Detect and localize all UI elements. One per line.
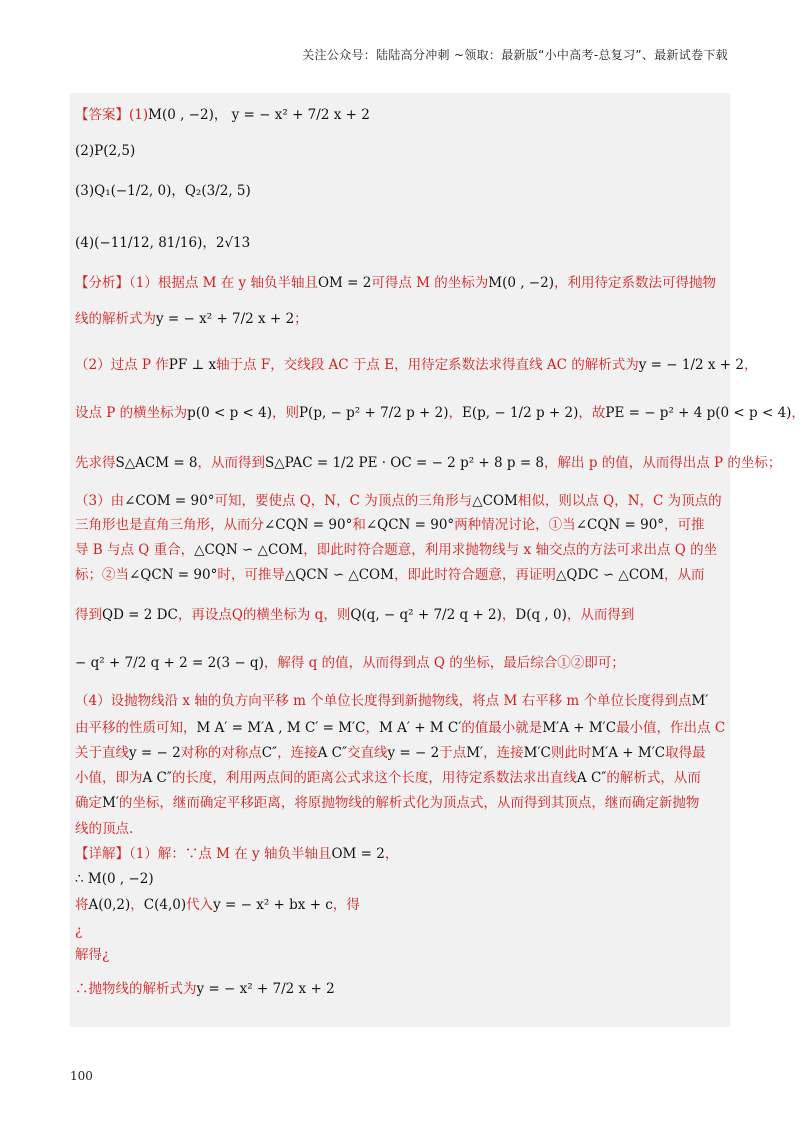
text-segment: − q² + 7/2 q + 2 = 2(3 − q) — [75, 655, 264, 671]
text-segment: (4)(−11/12, 81/16)，2√13 — [75, 235, 251, 251]
text-segment: C(4,0) — [143, 897, 187, 913]
text-segment: P(p, − p² + 7/2 p + 2) — [298, 405, 449, 421]
text-segment: y = − x² + 7/2 x + 2 — [156, 311, 295, 327]
text-line-an4a — [75, 691, 724, 711]
text-segment: 最小值，作出点 C — [616, 720, 726, 736]
text-line-an2b — [75, 403, 805, 423]
text-segment: 小值，即为 — [75, 770, 143, 786]
text-segment: ，得 — [332, 897, 360, 913]
text-line-det5 — [75, 945, 724, 965]
text-segment: ，则 — [271, 405, 299, 421]
text-segment: △COM — [472, 493, 518, 509]
text-segment: ∠QCN = 90° — [129, 567, 218, 583]
text-segment: 由平移的性质可知， — [75, 720, 197, 736]
page-header: 关注公众号：陆陆高分冲刺 ~领取：最新版“小中高考-总复习”、最新试卷下载 — [302, 48, 728, 62]
text-segment: ∴抛物线的解析式为 — [75, 981, 197, 997]
text-line-det2 — [75, 869, 724, 889]
text-line-an2c — [75, 453, 782, 473]
text-segment: 线的顶点. — [75, 821, 134, 837]
text-line-ans2 — [75, 141, 724, 161]
text-segment: △CQN ∽ △COM — [194, 542, 304, 558]
text-segment: M A′ = M′A , M C′ = M′C — [196, 720, 366, 736]
text-segment: ，连接 — [483, 745, 524, 761]
text-segment: ∴ M(0 , −2) — [75, 871, 154, 887]
text-segment: （3）由 — [75, 493, 125, 509]
text-line-an4c — [75, 743, 724, 763]
text-segment: ； — [294, 311, 308, 327]
text-segment: 轴于点 F，交线段 AC 于点 E，用待定系数法求得直线 AC 的解析式为 — [216, 357, 639, 373]
text-segment: ∠CQN = 90° — [264, 517, 353, 533]
text-line-det6 — [75, 979, 724, 999]
text-segment: ，连接 — [277, 745, 318, 761]
text-segment: OM = 2 — [331, 846, 385, 862]
text-segment: 先求得 — [75, 455, 116, 471]
text-segment: M(0 , −2)， y = − x² + 7/2 x + 2 — [148, 107, 370, 123]
text-segment: △QDC ∽ △COM — [555, 567, 665, 583]
text-line-an1a — [75, 273, 724, 293]
text-segment: PF ⊥ x — [168, 357, 217, 373]
text-segment: 则此时 — [550, 745, 592, 761]
text-segment: 两种情况讨论，①当 — [454, 517, 576, 533]
text-segment: y = − 2 — [387, 745, 440, 761]
text-segment: p(0 < p < 4) — [187, 405, 272, 421]
text-segment: ，即此时符合题意，利用求抛物线与 x 轴交点的方法可求出点 Q 的坐 — [303, 542, 718, 558]
text-segment: （4）设抛物线沿 x 轴的负方向平移 m 个单位长度得到新抛物线，将点 M 右平移 m 个单位长度得到点 — [75, 693, 692, 709]
text-segment: ， — [448, 405, 463, 421]
text-segment: 代入 — [186, 897, 214, 913]
text-segment: 于点 — [439, 745, 467, 761]
text-segment: 【分析】（1）根据点 M 在 y 轴负半轴且 — [75, 275, 318, 291]
text-segment: 【答案】(1) — [75, 107, 149, 123]
text-line-answer — [75, 105, 724, 125]
text-line-det4 — [75, 921, 724, 941]
text-segment: ∠COM = 90° — [124, 493, 215, 509]
text-segment: 解得¿ — [75, 947, 110, 963]
text-segment: △QCN ∽ △COM — [284, 567, 394, 583]
text-segment: ，从而得到 — [566, 607, 635, 623]
text-segment: 确定 — [75, 795, 102, 811]
text-segment: ，利用待定系数法可得抛物 — [553, 275, 716, 291]
solution-panel — [70, 93, 805, 1027]
text-segment: M′A + M′C — [542, 720, 617, 736]
text-segment: ，从而 — [664, 567, 705, 583]
text-segment: (3)Q₁(−1/2, 0)，Q₂(3/2, 5) — [75, 183, 251, 199]
text-segment: Q(q, − q² + 7/2 q + 2) — [350, 607, 502, 623]
text-segment: ¿ — [75, 923, 83, 939]
text-segment: E(p, − 1/2 p + 2) — [462, 405, 579, 421]
text-segment: C″ — [261, 745, 278, 761]
text-segment: ∠QCN = 90° — [365, 517, 455, 533]
text-line-ans3 — [75, 181, 724, 201]
text-segment: y = − 1/2 x + 2 — [638, 357, 744, 373]
text-line-an2a — [75, 355, 758, 375]
text-line-an4f — [75, 819, 724, 839]
text-segment: ， — [130, 897, 144, 913]
text-segment: ，解出 p 的值，从而得出点 P 的坐标； — [544, 455, 782, 471]
text-line-an1b — [75, 309, 724, 329]
text-line-an4b — [75, 718, 724, 738]
text-segment: OM = 2 — [317, 275, 372, 291]
text-segment: ，可推 — [664, 517, 705, 533]
text-segment: ∠CQN = 90° — [575, 517, 665, 533]
text-line-an3b — [75, 515, 724, 535]
text-segment: ，即此时符合题意，再证明 — [393, 567, 556, 583]
text-line-an4d — [75, 768, 724, 788]
text-segment: A(0,2) — [88, 897, 131, 913]
text-segment: y = − x² + 7/2 x + 2 — [196, 981, 335, 997]
text-segment: ， — [365, 720, 379, 736]
text-segment: ，故 — [578, 405, 606, 421]
text-segment: M A′ + M C′ — [378, 720, 462, 736]
text-segment: M(0 , −2) — [488, 275, 554, 291]
text-segment: A C″ — [576, 770, 607, 786]
text-segment: ， — [384, 846, 399, 862]
text-segment: 对称的对称点 — [180, 745, 262, 761]
text-segment: 导 B 与点 Q 重合， — [75, 542, 195, 558]
text-segment: M′ — [466, 745, 484, 761]
text-segment: 可得点 M 的坐标为 — [371, 275, 489, 291]
text-segment: A C″ — [142, 770, 172, 786]
page-number: 100 — [70, 1069, 93, 1083]
text-segment: 设点 P 的横坐标为 — [75, 405, 188, 421]
text-segment: PE = − p² + 4 p(0 < p < 4) — [605, 405, 792, 421]
text-segment: 和 — [352, 517, 366, 533]
text-segment: 时，可推导 — [217, 567, 285, 583]
text-segment: M′A + M′C — [591, 745, 666, 761]
text-line-an3a — [75, 491, 724, 511]
text-segment: D(q , 0) — [515, 607, 567, 623]
text-segment: ，再设点Q的横坐标为 q，则 — [177, 607, 351, 623]
text-segment: ，从而得到 — [197, 455, 266, 471]
text-line-an3d — [75, 565, 724, 585]
text-segment: 交直线 — [347, 745, 388, 761]
text-segment: 【详解】（1）解：∵点 M 在 y 轴负半轴且 — [75, 846, 332, 862]
text-segment: (2)P(2,5) — [75, 143, 136, 159]
text-segment: 取得最 — [665, 745, 706, 761]
text-segment: 三角形也是直角三角形，从而分 — [75, 517, 264, 533]
text-segment: QD = 2 DC — [102, 607, 178, 623]
text-segment: （2）过点 P 作 — [75, 357, 169, 373]
text-segment: ， — [501, 607, 516, 623]
text-segment: M′ — [102, 795, 119, 811]
text-segment: M′C — [523, 745, 551, 761]
text-segment: S△ACM = 8 — [115, 455, 198, 471]
text-line-an3f — [75, 653, 724, 673]
text-segment: 的解析式，从而 — [606, 770, 701, 786]
text-segment: 线的解析式为 — [75, 311, 156, 327]
text-segment: ，解得 q 的值，从而得到点 Q 的坐标，最后综合①②即可； — [263, 655, 625, 671]
text-line-an3e — [75, 605, 724, 625]
text-line-ans4 — [75, 233, 724, 253]
text-segment: 的坐标，继而确定平移距离，将原抛物线的解析式化为顶点式，从而得到其顶点，继而确定新抛物 — [118, 795, 700, 811]
text-segment: y = − x² + bx + c — [213, 897, 333, 913]
text-line-det3 — [75, 895, 724, 915]
text-segment: M′ — [691, 693, 709, 709]
text-segment: ， — [744, 357, 758, 373]
text-line-an4e — [75, 793, 724, 813]
text-segment: 将 — [75, 897, 89, 913]
text-segment: 标；②当 — [75, 567, 129, 583]
text-line-det1 — [75, 844, 724, 864]
text-segment: ， — [791, 405, 805, 421]
text-segment: 的长度，利用两点间的距离公式求这个长度，用待定系数法求出直线 — [171, 770, 577, 786]
text-segment: 可知，要使点 Q，N，C 为顶点的三角形与 — [214, 493, 473, 509]
text-segment: y = − 2 — [129, 745, 181, 761]
text-segment: A C″ — [317, 745, 348, 761]
text-segment: 的值最小就是 — [461, 720, 543, 736]
text-segment: 相似，则以点 Q，N，C 为顶点的 — [517, 493, 722, 509]
text-segment: S△PAC = 1/2 PE · OC = − 2 p² + 8 p = 8 — [265, 455, 545, 471]
text-line-an3c — [75, 540, 724, 560]
text-segment: 得到 — [75, 607, 102, 623]
text-segment: 关于直线 — [75, 745, 129, 761]
